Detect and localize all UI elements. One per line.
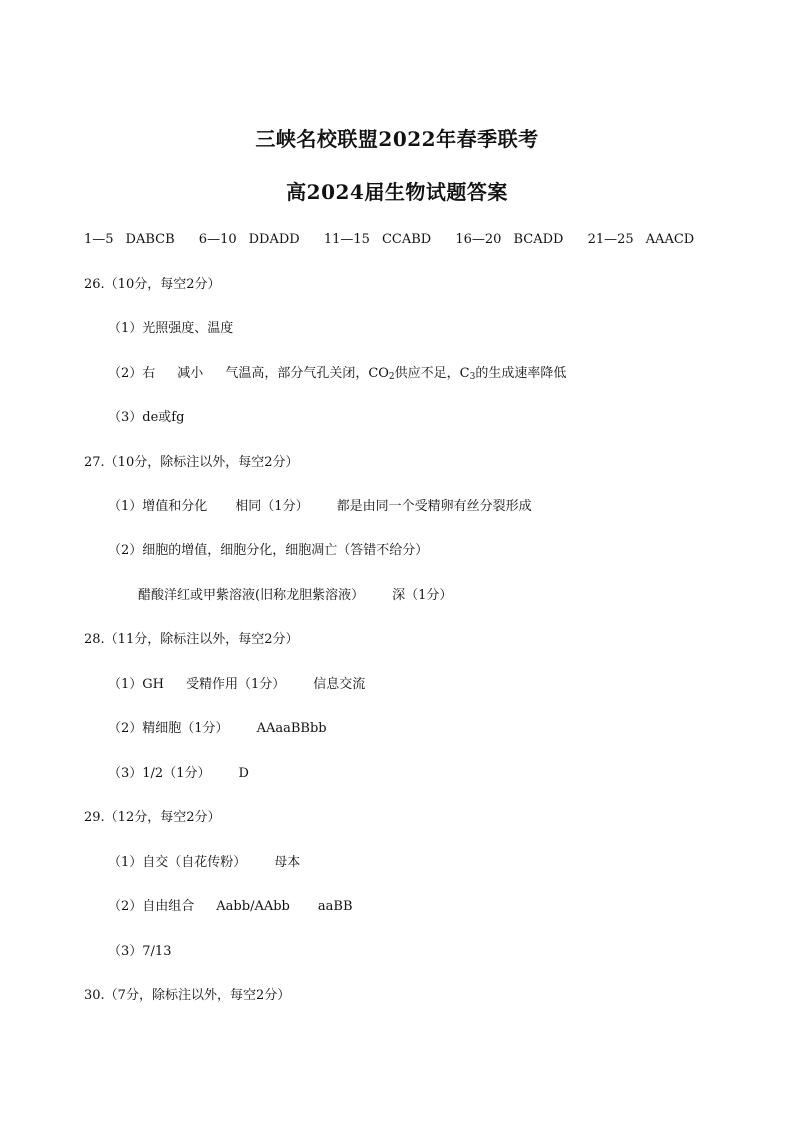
answer-text: 自交（自花传粉） <box>142 855 247 870</box>
q26-part1 <box>108 321 233 337</box>
q26-part3 <box>108 410 184 426</box>
mc-range: 21—25 <box>587 232 634 247</box>
answer-text: 母本 <box>274 855 301 870</box>
answer-text: GH <box>142 677 165 692</box>
answer-text: 受精作用（1分） <box>186 677 286 692</box>
part-label: （1） <box>108 677 143 692</box>
page-title: 三峡名校联盟2022年春季联考 <box>255 127 539 151</box>
q27-part2-continued <box>138 588 452 604</box>
answer-text: AAaaBBbb <box>256 721 327 736</box>
answer-text: 自由组合 <box>142 899 195 914</box>
answer-text: 气温高，部分气孔关闭，$CO_2$供应不足，$C_3$的生成速率降低 <box>225 366 567 382</box>
answer-text: 7/13 <box>142 944 172 959</box>
answer-text: Aabb/AAbb <box>216 899 290 914</box>
q29-part1 <box>108 855 300 871</box>
answer-text: 信息交流 <box>313 677 366 692</box>
answer-text: 减小 <box>177 366 204 381</box>
q27-part2 <box>108 543 428 559</box>
part-label: （2） <box>108 543 143 558</box>
mc-answer: DDADD <box>248 232 300 247</box>
page-subtitle: 高2024届生物试题答案 <box>286 180 508 204</box>
mc-answer: AAACD <box>645 232 695 247</box>
answer-text: 精细胞（1分） <box>142 721 229 736</box>
part-label: （3） <box>108 766 143 781</box>
q29-part2 <box>108 899 353 915</box>
q26-part2 <box>108 366 566 382</box>
answer-text: 1/2（1分） <box>142 766 211 781</box>
part-label: （1） <box>108 855 143 870</box>
q28-part3 <box>108 766 249 782</box>
mc-range: 11—15 <box>323 232 370 247</box>
q27-part1 <box>108 499 532 515</box>
answer-text: aaBB <box>317 899 353 914</box>
answer-text: 右 <box>142 366 156 381</box>
mc-answer: BCADD <box>513 232 564 247</box>
part-label: （2） <box>108 721 143 736</box>
part-label: （2） <box>108 899 143 914</box>
q28-part1 <box>108 677 365 693</box>
part-label: （1） <box>108 499 143 514</box>
part-label: （3） <box>108 410 143 425</box>
part-label: （2） <box>108 366 143 381</box>
answer-text: D <box>238 766 249 781</box>
answer-text: 光照强度、温度 <box>142 321 234 336</box>
answer-text: 深（1分） <box>392 588 453 603</box>
mc-answer: CCABD <box>381 232 432 247</box>
q30-header: 30.（7分，除标注以外，每空2分） <box>84 988 291 1003</box>
mc-answers-row <box>84 232 714 248</box>
q28-part2 <box>108 721 327 737</box>
mc-answer: DABCB <box>125 232 175 247</box>
mc-range: 6—10 <box>198 232 237 247</box>
answer-text: 增值和分化 <box>142 499 208 514</box>
part-label: （3） <box>108 944 143 959</box>
q29-header: 29.（12分，每空2分） <box>84 810 221 825</box>
answer-text: 都是由同一个受精卵有丝分裂形成 <box>336 499 532 514</box>
mc-range: 1—5 <box>84 232 114 247</box>
q27-header: 27.（10分，除标注以外，每空2分） <box>84 455 299 470</box>
q28-header: 28.（11分，除标注以外，每空2分） <box>84 632 299 647</box>
answer-text: 相同（1分） <box>235 499 309 514</box>
answer-text: de或fg <box>142 410 185 425</box>
part-label: （1） <box>108 321 143 336</box>
q29-part3 <box>108 944 171 960</box>
answer-text: 细胞的增值，细胞分化，细胞凋亡（答错不给分） <box>142 543 429 558</box>
q26-header: 26.（10分，每空2分） <box>84 277 221 292</box>
mc-range: 16—20 <box>455 232 502 247</box>
answer-text: 醋酸洋红或甲紫溶液(旧称龙胆紫溶液） <box>138 588 365 603</box>
